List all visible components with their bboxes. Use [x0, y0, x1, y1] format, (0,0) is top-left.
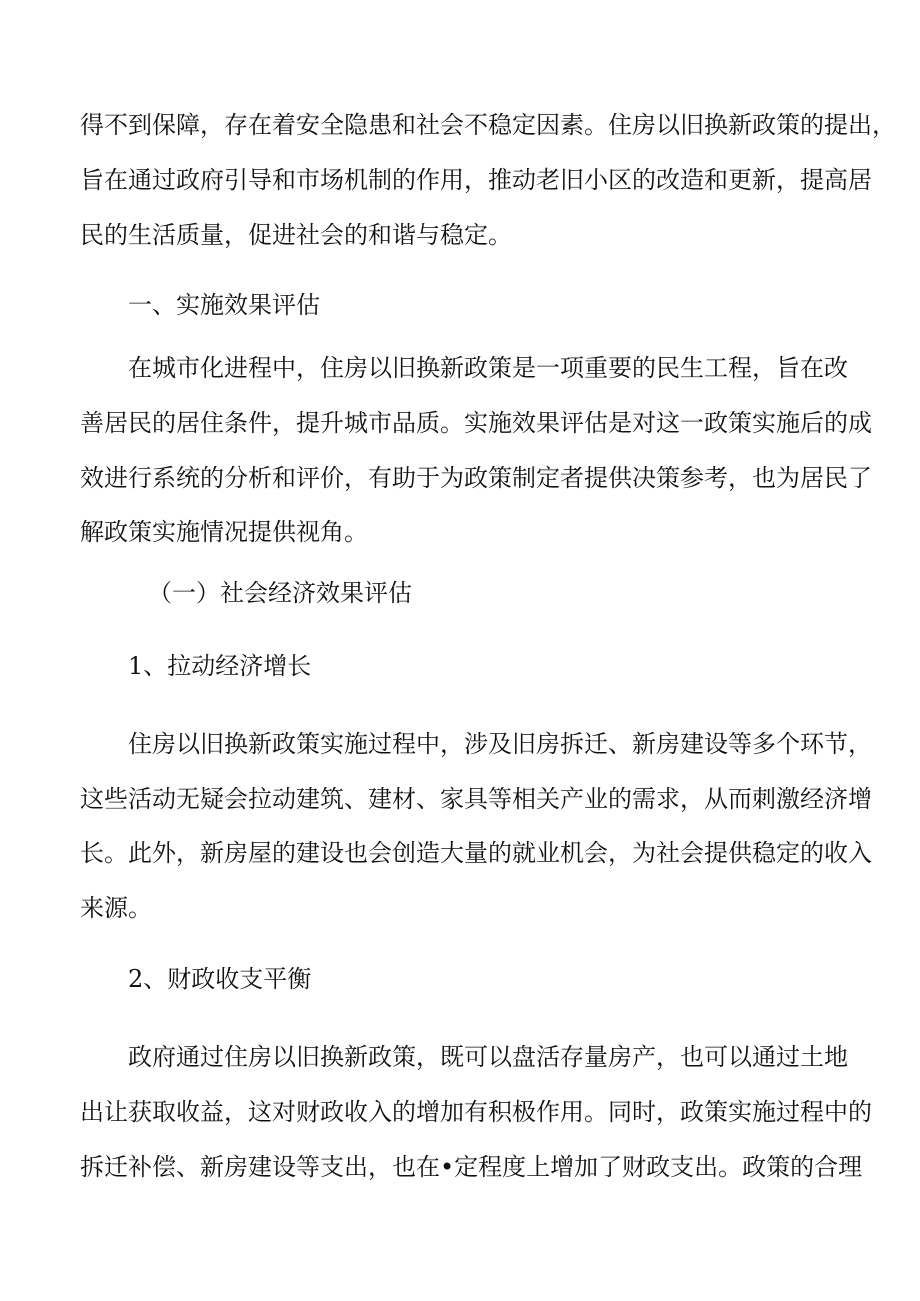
text-line: 得不到保障，存在着安全隐患和社会不稳定因素。住房以旧换新政策的提出， — [80, 111, 896, 139]
text-line: 住房以旧换新政策实施过程中，涉及旧房拆迁、新房建设等多个环节， — [128, 730, 872, 758]
text-line: 效进行系统的分析和评价，有助于为政策制定者提供决策参考，也为居民了 — [80, 464, 872, 492]
item-heading: 2、财政收支平衡 — [128, 965, 312, 993]
text-line: 在城市化进程中，住房以旧换新政策是一项重要的民生工程，旨在改 — [128, 354, 848, 382]
text-line: 旨在通过政府引导和市场机制的作用，推动老旧小区的改造和更新，提高居 — [80, 166, 872, 194]
text-line: 出让获取收益，这对财政收入的增加有积极作用。同时，政策实施过程中的 — [80, 1098, 872, 1126]
text-line: 解政策实施情况提供视角。 — [80, 518, 368, 546]
text-line: 民的生活质量，促进社会的和谐与稳定。 — [80, 221, 512, 249]
item-heading: 1、拉动经济增长 — [128, 652, 312, 680]
subsection-heading: （一）社会经济效果评估 — [148, 579, 412, 607]
text-line: 这些活动无疑会拉动建筑、建材、家具等相关产业的需求，从而刺激经济增 — [80, 785, 872, 813]
text-line: 拆迁补偿、新房建设等支出，也在•定程度上增加了财政支出。政策的合理 — [80, 1153, 863, 1181]
section-heading: 一、实施效果评估 — [128, 291, 320, 319]
text-line: 善居民的居住条件，提升城市品质。实施效果评估是对这一政策实施后的成 — [80, 409, 872, 437]
text-line: 来源。 — [80, 894, 152, 922]
text-line: 长。此外，新房屋的建设也会创造大量的就业机会，为社会提供稳定的收入 — [80, 839, 872, 867]
text-line: 政府通过住房以旧换新政策，既可以盘活存量房产，也可以通过土地 — [128, 1043, 848, 1071]
